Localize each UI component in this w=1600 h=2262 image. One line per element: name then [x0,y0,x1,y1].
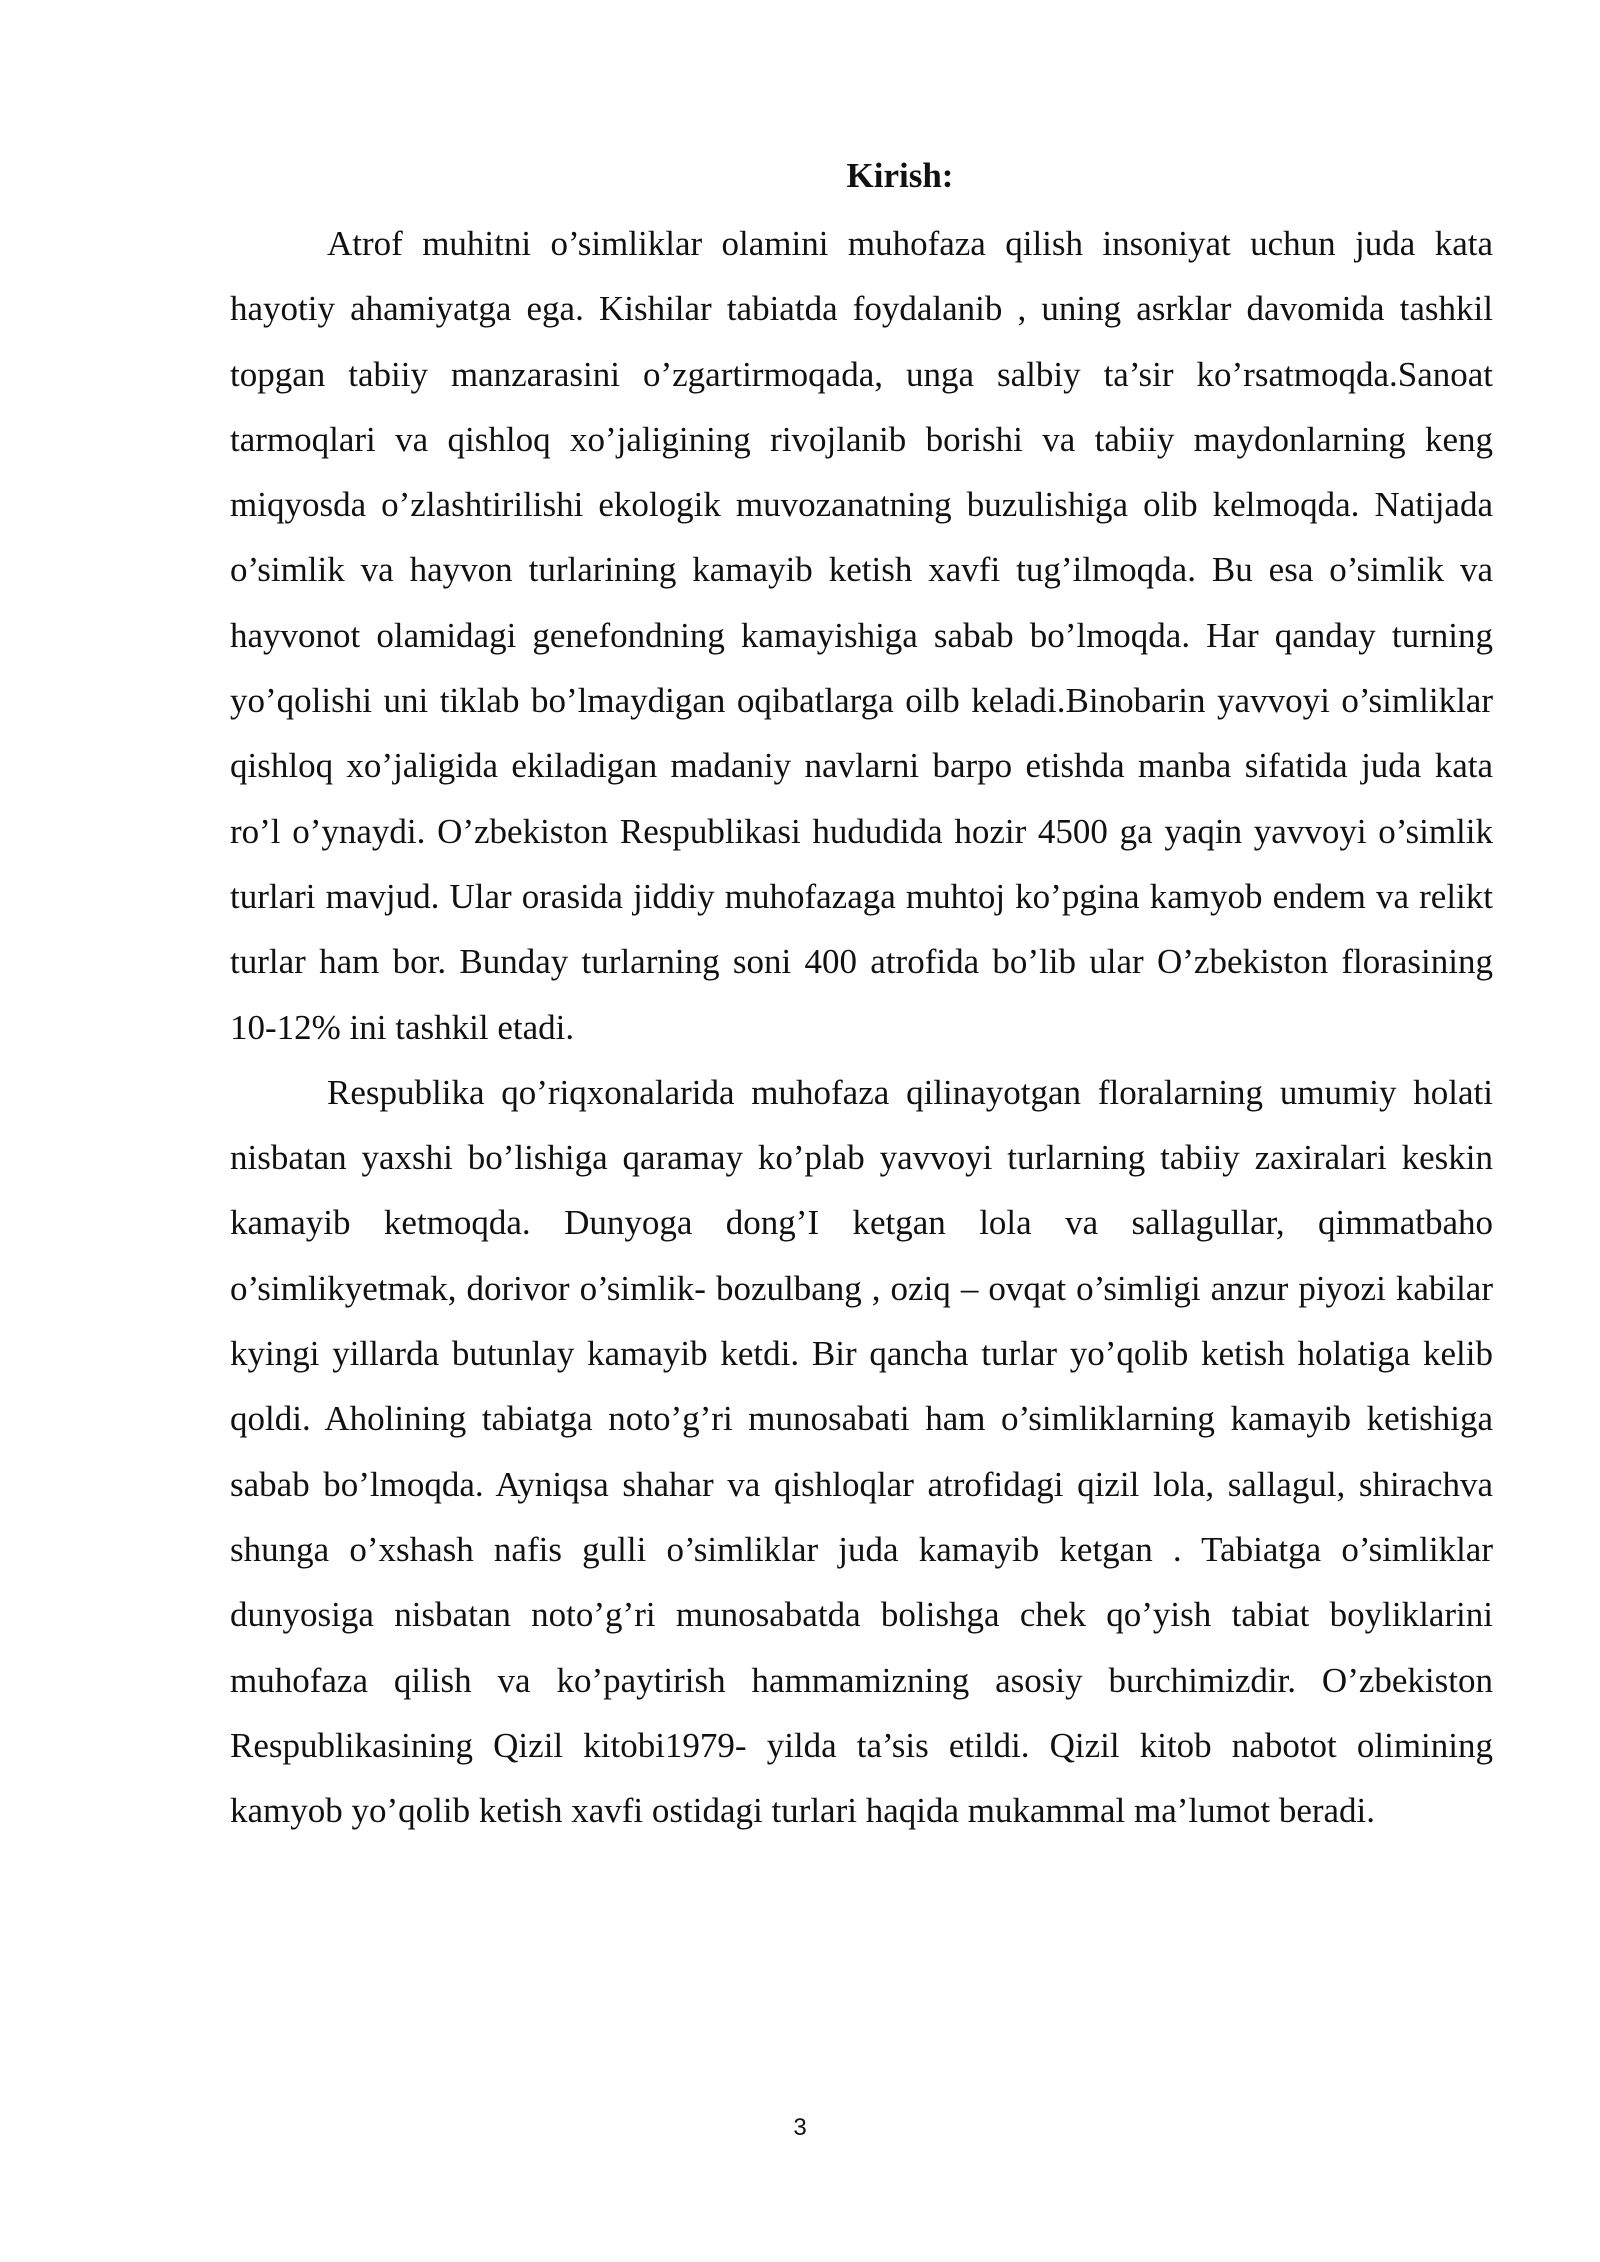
section-heading: Kirish: [846,156,954,195]
paragraph-1: Atrof muhitni o’simliklar olamini muhofaza qilish insoniyat uchun juda kata hayotiy ahamiyatga ega. Kishilar tabiatda foydalanib , uning asrklar davomida tashkil topgan tabiiy manzarasini o’zgartirmoqada, unga salbiy ta’sir ko’rsatmoqda.Sanoat tarmoqlari va qishloq xo’jaligining rivojlanib borishi va tabiiy maydonlarning keng miqyosda o’zlashtirilishi ekologik muvozanatning buzulishiga olib kelmoqda. Natijada o’simlik va hayvon turlarining kamayib ketish xavfi tug’ilmoqda. Bu esa o’simlik va hayvonot olamidagi genefondning kamayishiga sabab bo’lmoqda. Har qanday turning yo’qolishi uni tiklab bo’lmaydigan oqibatlarga oilb keladi.Binobarin yavvoyi o’simliklar qishloq xo’jaligida ekiladigan madaniy navlarni barpo etishda manba sifatida juda kata ro’l o’ynaydi. O’zbekiston Respublikasi hududida hozir 4500 ga yaqin yavvoyi o’simlik turlari mavjud. Ular orasida jiddiy muhofazaga muhtoj ko’pgina kamyob endem va relikt turlar ham bor. Bunday turlarning soni 400 atrofida bo’lib ular O’zbekiston florasining 10-12% ini tashkil etadi. [230,224,1493,1047]
page-number: 3 [793,2114,807,2141]
paragraph-2: Respublika qo’riqxonalarida muhofaza qilinayotgan floralarning umumiy holati nisbatan yaxshi bo’lishiga qaramay ko’plab yavvoyi turlarning tabiiy zaxiralari keskin kamayib ketmoqda. Dunyoga dong’I ketgan lola va sallagullar, qimmatbaho o’simlikyetmak, dorivor o’simlik- bozulbang , oziq – ovqat o’simligi anzur piyozi kabilar kyingi yillarda butunlay kamayib ketdi. Bir qancha turlar yo’qolib ketish holatiga kelib qoldi. Aholining tabiatga noto’g’ri munosabati ham o’simliklarning kamayib ketishiga sabab bo’lmoqda. Ayniqsa shahar va qishloqlar atrofidagi qizil lola, sallagul, shirachva shunga o’xshash nafis gulli o’simliklar juda kamayib ketgan . Tabiatga o’simliklar dunyosiga nisbatan noto’g’ri munosabatda bolishga chek qo’yish tabiat boyliklarini muhofaza qilish va ko’paytirish hammamizning asosiy burchimizdir. O’zbekiston Respublikasining Qizil kitobi1979- yilda ta’sis etildi. Qizil kitob nabotot olimining kamyob yo’qolib ketish xavfi ostidagi turlari haqida mukammal ma’lumot beradi. [230,1072,1493,1831]
body-text [230,211,1493,1843]
